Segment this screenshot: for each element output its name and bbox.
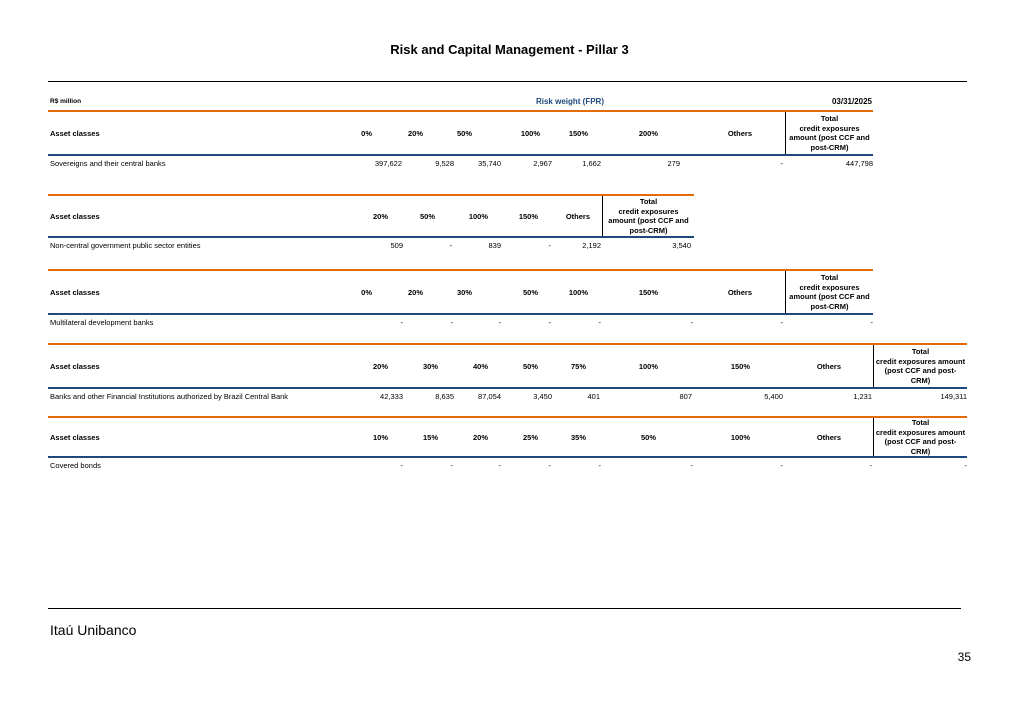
reference-date: 03/31/2025 (831, 97, 872, 106)
header-col: 100% (520, 128, 540, 138)
total-line: credit exposures amount (875, 356, 966, 366)
row-value: 1,231 (853, 391, 872, 401)
row-value: - (780, 460, 783, 470)
table-sovereigns (48, 110, 873, 170)
header-col: Others (727, 287, 752, 297)
table-public-sector-entities (48, 194, 694, 252)
total-line: Total (911, 347, 930, 356)
header-col: 50% (522, 287, 538, 297)
header-col: 0% (361, 287, 372, 297)
header-col: 40% (472, 361, 488, 371)
row-label: Multilateral development banks (50, 317, 154, 327)
header-col: 75% (570, 361, 586, 371)
row-value: - (450, 317, 453, 327)
header-col: 30% (456, 287, 472, 297)
bottom-divider (48, 608, 961, 609)
row-total: 3,540 (672, 240, 691, 250)
row-value: - (498, 317, 501, 327)
header-col: 100% (638, 361, 658, 371)
total-line: amount (post CCF and (789, 133, 870, 142)
header-col: 200% (638, 128, 658, 138)
row-total: - (964, 460, 967, 470)
footer-brand: Itaú Unibanco (50, 622, 137, 638)
row-value: - (400, 317, 403, 327)
row-label: Banks and other Financial Institutions authorized by Brazil Central Bank (50, 391, 289, 401)
total-line: Total (639, 197, 658, 206)
table-row (48, 458, 967, 472)
header-total (785, 112, 873, 154)
header-col: 20% (372, 211, 388, 221)
table-row (48, 315, 873, 329)
header-total (873, 418, 967, 456)
row-value: 2,967 (533, 158, 552, 168)
table-row (48, 389, 967, 403)
row-label: Covered bonds (50, 460, 101, 470)
total-line: amount (post CCF and (789, 292, 870, 301)
header-col: 35% (570, 432, 586, 442)
table-header (48, 343, 967, 389)
header-col: 20% (407, 287, 423, 297)
row-value: 1,662 (582, 158, 601, 168)
top-divider (48, 81, 967, 82)
total-line: (post CCF and post- (884, 437, 957, 446)
header-asset-classes: Asset classes (50, 432, 100, 442)
header-col: Others (816, 432, 841, 442)
header-col: 30% (422, 361, 438, 371)
table-row (48, 156, 873, 170)
table-header (48, 194, 694, 238)
row-value: - (598, 460, 601, 470)
header-col: 25% (522, 432, 538, 442)
total-line: CRM) (910, 446, 931, 456)
header-total (873, 345, 967, 387)
header-asset-classes: Asset classes (50, 211, 100, 221)
row-value: - (598, 317, 601, 327)
total-line: credit exposures amount (875, 427, 966, 437)
total-line: Total (911, 418, 930, 427)
row-value: - (548, 317, 551, 327)
unit-label: R$ million (50, 98, 82, 105)
row-value: - (548, 460, 551, 470)
header-col: 50% (456, 128, 472, 138)
row-value: 87,054 (478, 391, 501, 401)
table-header (48, 110, 873, 156)
table-financial-institutions (48, 343, 967, 403)
header-col: 100% (568, 287, 588, 297)
row-value: - (498, 460, 501, 470)
row-value: 279 (667, 158, 680, 168)
row-value: 397,622 (374, 158, 402, 168)
header-col: 150% (730, 361, 750, 371)
total-line: (post CCF and post- (884, 366, 957, 375)
row-total: 149,311 (940, 391, 967, 401)
total-line: post-CRM) (629, 225, 668, 235)
table-header (48, 416, 967, 458)
header-col: 20% (372, 361, 388, 371)
row-value: 5,400 (764, 391, 783, 401)
header-col: 50% (419, 211, 435, 221)
header-col: 150% (638, 287, 658, 297)
header-col: 10% (372, 432, 388, 442)
row-total: - (870, 317, 873, 327)
total-line: Total (820, 114, 839, 123)
total-line: amount (post CCF and (608, 216, 689, 225)
row-label: Sovereigns and their central banks (50, 158, 166, 168)
header-col: 100% (730, 432, 750, 442)
page-title: Risk and Capital Management - Pillar 3 (390, 42, 629, 57)
header-col: Others (565, 211, 590, 221)
row-value: 3,450 (533, 391, 552, 401)
row-value: 9,528 (435, 158, 454, 168)
header-asset-classes: Asset classes (50, 128, 100, 138)
row-label: Non-central government public sector entities (50, 240, 201, 250)
header-col: Others (727, 128, 752, 138)
total-line: CRM) (910, 375, 931, 385)
row-value: 839 (488, 240, 501, 250)
total-line: post-CRM) (810, 301, 849, 311)
row-value: - (690, 460, 693, 470)
row-total: 447,798 (845, 158, 873, 168)
row-value: - (449, 240, 452, 250)
row-value: 807 (679, 391, 692, 401)
table-row (48, 238, 694, 252)
row-value: 42,333 (380, 391, 403, 401)
total-line: credit exposures (618, 206, 679, 216)
header-total (602, 196, 694, 236)
risk-weight-label: Risk weight (FPR) (535, 97, 604, 106)
row-value: - (400, 460, 403, 470)
header-col: 50% (640, 432, 656, 442)
total-line: post-CRM) (810, 142, 849, 152)
total-line: credit exposures (799, 282, 860, 292)
row-value: 509 (390, 240, 403, 250)
row-value: - (450, 460, 453, 470)
header-col: 15% (422, 432, 438, 442)
total-line: Total (820, 273, 839, 282)
header-col: 100% (468, 211, 488, 221)
header-col: 20% (407, 128, 423, 138)
row-value: 8,635 (435, 391, 454, 401)
table-header (48, 269, 873, 315)
page-number: 35 (957, 650, 971, 664)
row-value: - (548, 240, 551, 250)
row-value: - (869, 460, 872, 470)
header-col: 50% (522, 361, 538, 371)
row-value: 2,192 (582, 240, 601, 250)
header-col: Others (816, 361, 841, 371)
row-value: 401 (587, 391, 600, 401)
table-covered-bonds (48, 416, 967, 472)
header-asset-classes: Asset classes (50, 287, 100, 297)
header-asset-classes: Asset classes (50, 361, 100, 371)
row-value: - (690, 317, 693, 327)
header-col: 150% (518, 211, 538, 221)
header-col: 0% (361, 128, 372, 138)
header-col: 20% (472, 432, 488, 442)
total-line: credit exposures (799, 123, 860, 133)
row-value: - (780, 317, 783, 327)
row-value: 35,740 (478, 158, 501, 168)
table-multilateral-banks (48, 269, 873, 329)
header-total (785, 271, 873, 313)
row-value: - (780, 158, 783, 168)
header-col: 150% (568, 128, 588, 138)
